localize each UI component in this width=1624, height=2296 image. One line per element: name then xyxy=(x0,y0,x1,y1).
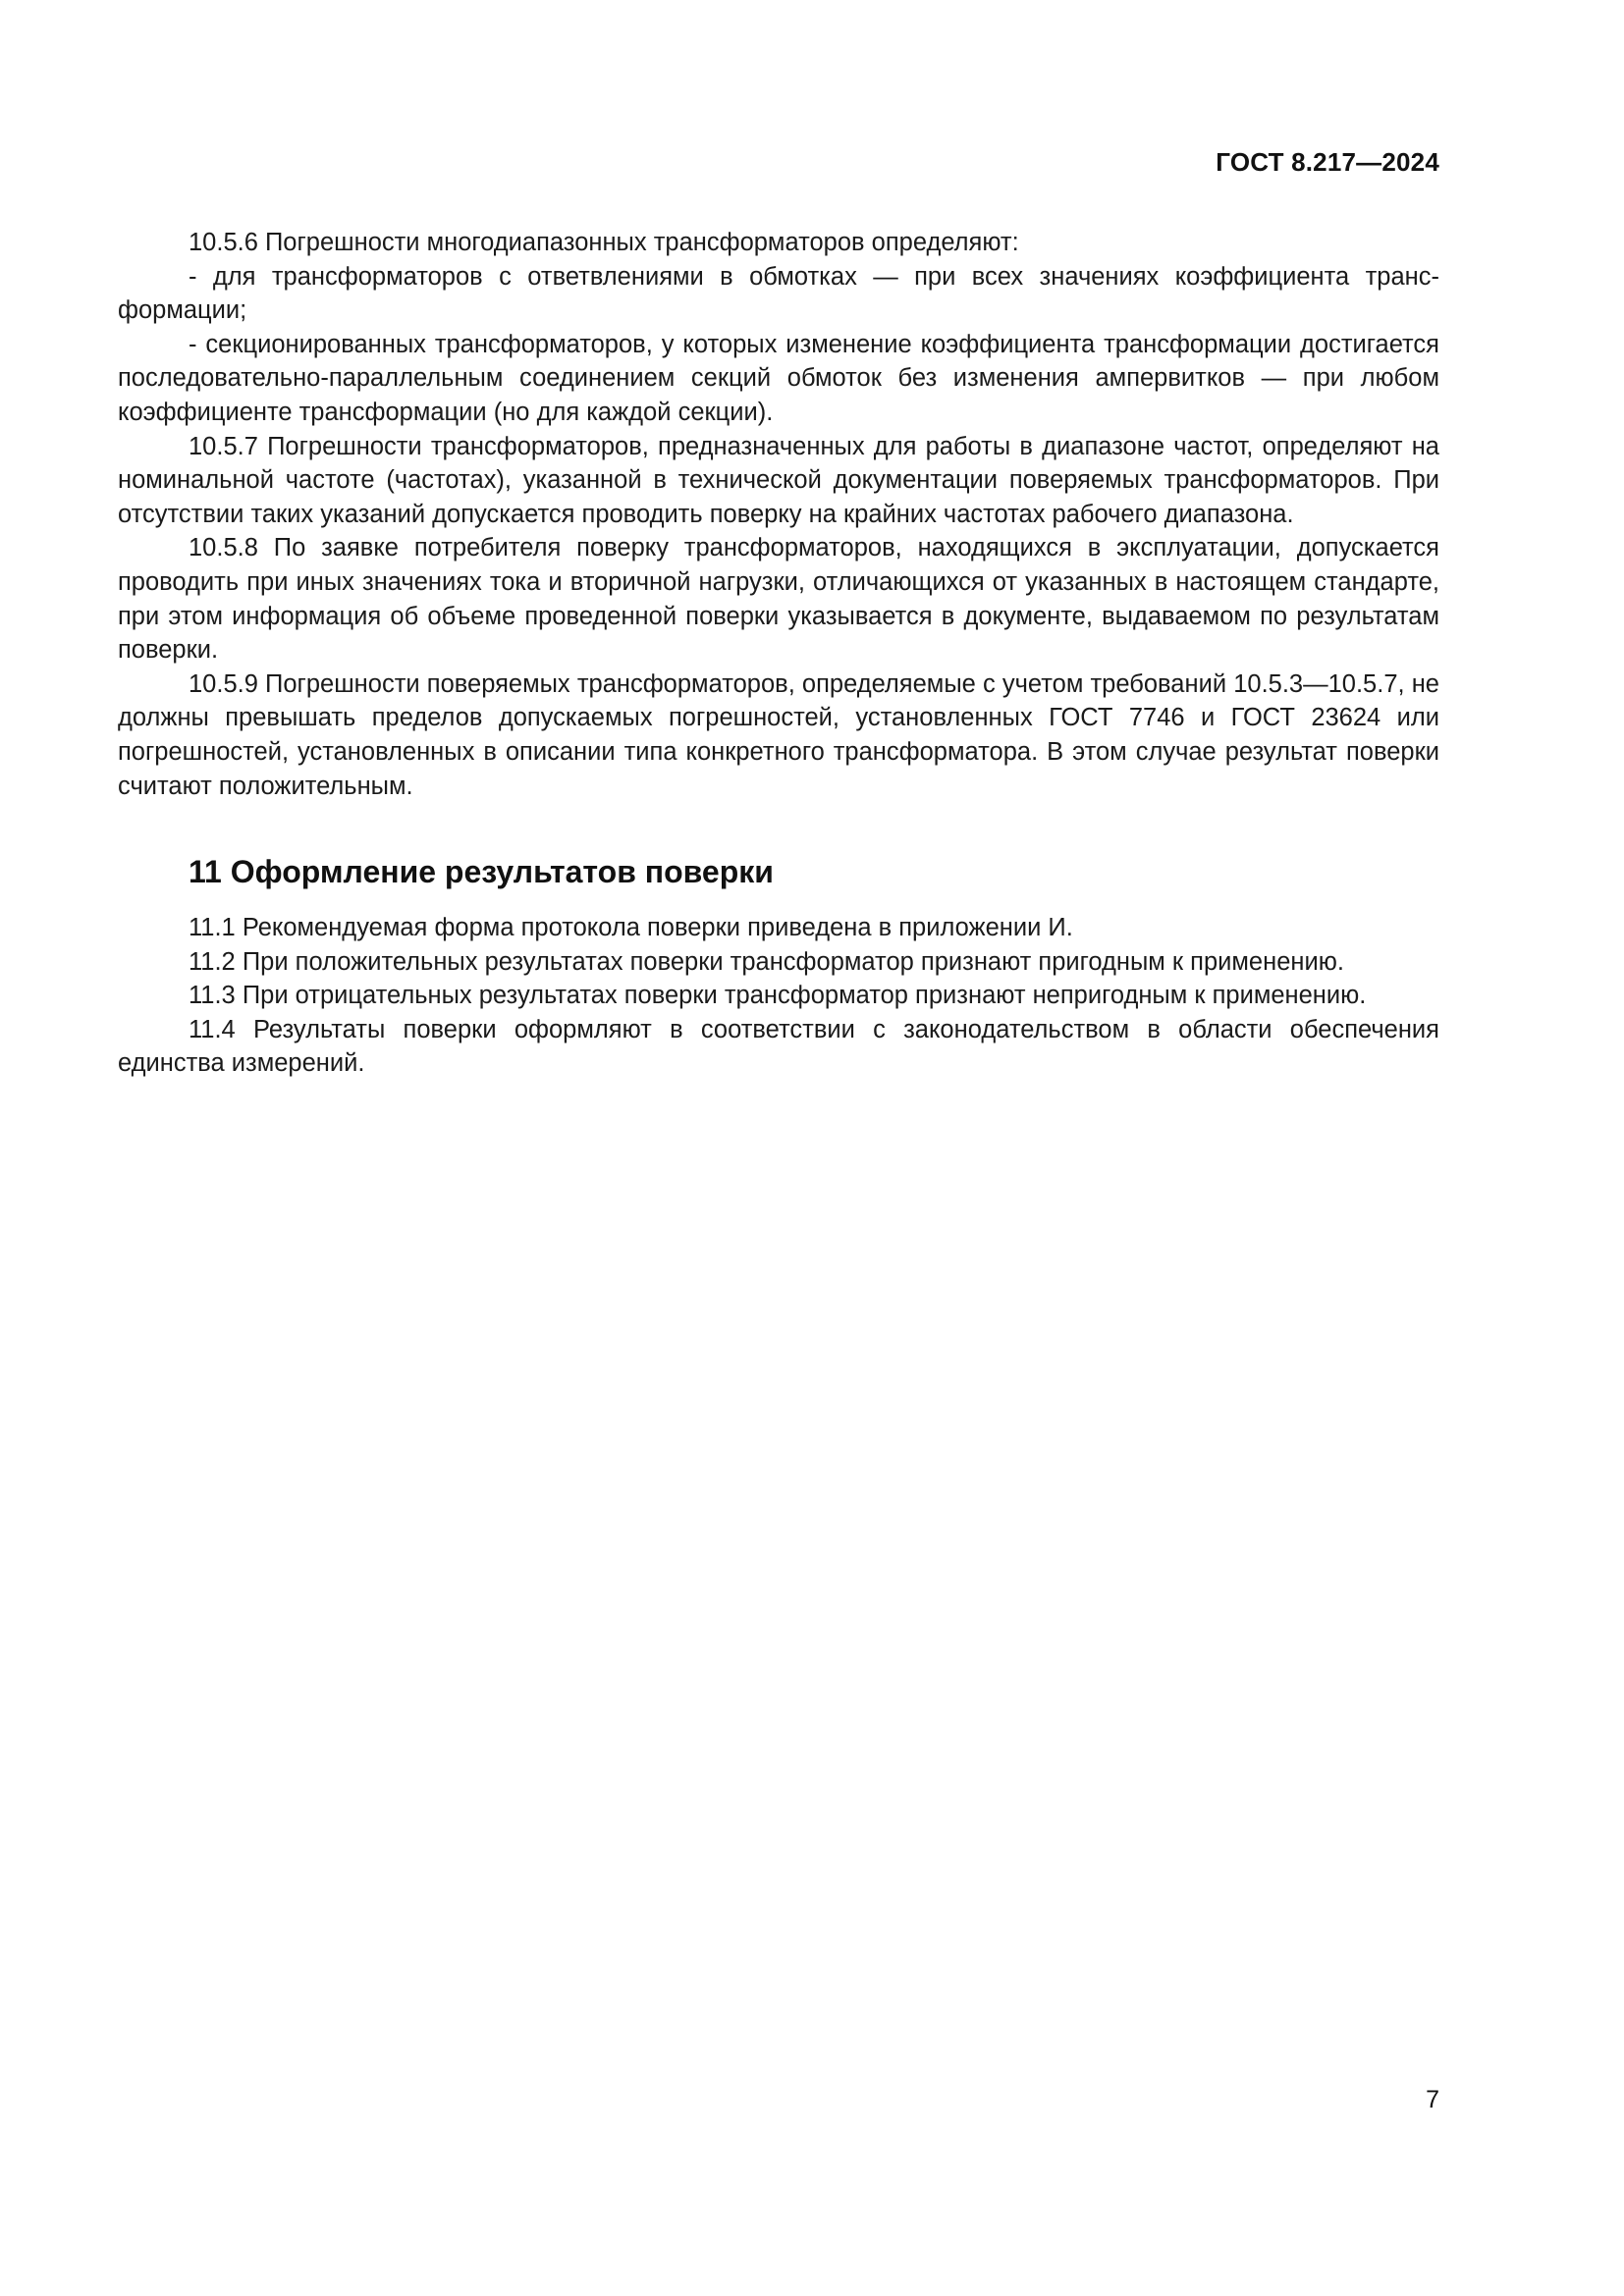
para-10-5-8: 10.5.8 По заявке потребителя поверку трансформаторов, находящихся в эксплуатации, допускается проводить при иных значениях тока и вторичной нагрузки, отличающихся от указанных в настоящем стандарте, при этом информация об объеме проведенной поверки указывается в документе, выдаваемом по результатам поверки. xyxy=(118,534,1439,665)
para-10-5-6-item-2: - секционированных трансформаторов, у которых изменение коэффициента трансформации достигается последовательно-параллельным соединением секций обмоток без изменения ампервитков — при любом коэффициенте трансформации (но для каждой секции). xyxy=(118,330,1439,426)
para-11-1: 11.1 Рекомендуемая форма протокола поверки приведена в приложении И. xyxy=(189,914,1073,942)
para-11-2: 11.2 При положительных результатах поверки трансформатор признают пригодным к применению. xyxy=(189,947,1344,976)
document-body xyxy=(118,226,1439,1081)
para-10-5-6-item-1: - для трансформаторов с ответвлениями в обмотках — при всех значениях коэффициента трансформации; xyxy=(118,262,1439,325)
page-number: 7 xyxy=(1426,2086,1439,2113)
para-10-5-6: 10.5.6 Погрешности многодиапазонных трансформаторов определяют: xyxy=(189,229,1019,256)
para-11-3: 11.3 При отрицательных результатах поверки трансформатор признают непригодным к применению. xyxy=(189,982,1367,1010)
para-10-5-7: 10.5.7 Погрешности трансформаторов, предназначенных для работы в диапазоне частот, определяют на номинальной частоте (частотах), указанной в технической документации поверяемых трансформаторов. При отсутствии таких указаний допускается проводить поверку на крайних частотах рабочего диапазона. xyxy=(118,432,1439,528)
para-10-5-9: 10.5.9 Погрешности поверяемых трансформаторов, определяемые с учетом требований 10.5.3—10.5.7, не должны превышать пределов допускаемых погрешностей, установленных ГОСТ 7746 и ГОСТ 23624 или погрешностей, установленных в описании типа конкретного трансформатора. В этом случае результат поверки считают положительным. xyxy=(118,669,1439,800)
para-11-4: 11.4 Результаты поверки оформляют в соответствии с законодательством в области обеспечения единства измерений. xyxy=(118,1015,1439,1078)
section-heading-11: 11 Оформление результатов поверки xyxy=(189,854,774,890)
document-code-header: ГОСТ 8.217—2024 xyxy=(1216,147,1439,177)
